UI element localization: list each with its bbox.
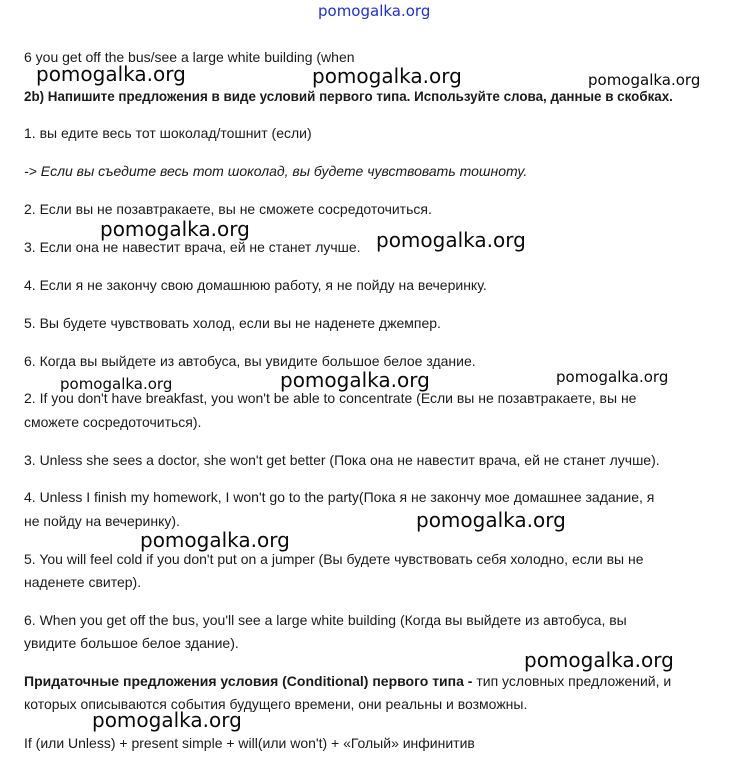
formula: If (или Unless) + present simple + will(или won't) + «Голый» инфинитив [24, 735, 475, 751]
en-answer-line: не пойду на вечеринку). [24, 513, 180, 529]
en-answer-line: 2. If you don't have breakfast, you won't be able to concentrate (Если вы не позавтракаете, вы не [24, 390, 637, 406]
ru-answer: 6. Когда вы выйдете из автобуса, вы увидите большое белое здание. [24, 353, 476, 369]
watermark: pomogalka.org [100, 217, 250, 241]
watermark: pomogalka.org [556, 368, 669, 386]
watermark: pomogalka.org [524, 648, 674, 672]
task-item-1: 1. вы едите весь тот шоколад/тошнит (если) [24, 125, 312, 141]
watermark: pomogalka.org [376, 228, 526, 252]
en-answer-line: наденете свитер). [24, 574, 142, 590]
watermark: pomogalka.org [280, 368, 430, 392]
watermark-top: pomogalka.org [318, 2, 431, 20]
en-answer-line: увидите большое белое здание). [24, 635, 239, 651]
example-answer: -> Если вы съедите весь тот шоколад, вы будете чувствовать тошноту. [24, 163, 528, 179]
theory-term: Придаточные предложения условия (Conditional) первого типа - [24, 673, 473, 689]
task-heading: 2b) Напишите предложения в виде условий первого типа. Используйте слова, данные в скобках. [24, 89, 673, 104]
watermark: pomogalka.org [92, 708, 242, 732]
watermark: pomogalka.org [416, 508, 566, 532]
theory-text: тип условных предложений, и [472, 673, 672, 689]
watermark: pomogalka.org [60, 375, 173, 393]
ru-answer: 5. Вы будете чувствовать холод, если вы не наденете джемпер. [24, 315, 441, 331]
en-answer-line: 3. Unless she sees a doctor, she won't get better (Пока она не навестит врача, ей не станет лучше). [24, 452, 660, 468]
watermark: pomogalka.org [588, 71, 701, 89]
theory-definition-cont: которых описываются события будущего времени, они реальны и возможны. [24, 696, 528, 712]
en-answer-line: 4. Unless I finish my homework, I won't go to the party(Пока я не закончу мое домашнее задание, я [24, 489, 655, 505]
ru-answer: 4. Если я не закончу свою домашнюю работу, я не пойду на вечеринку. [24, 277, 487, 293]
prev-item: 6 you get off the bus/see a large white building (when [24, 49, 355, 65]
watermark: pomogalka.org [140, 528, 290, 552]
ru-answer: 3. Если она не навестит врача, ей не станет лучше. [24, 239, 361, 255]
watermark: pomogalka.org [312, 64, 462, 88]
watermark: pomogalka.org [36, 62, 186, 86]
ru-answer: 2. Если вы не позавтракаете, вы не сможете сосредоточиться. [24, 201, 432, 217]
en-answer-line: сможете сосредоточиться). [24, 414, 202, 430]
theory-definition [24, 670, 671, 692]
en-answer-line: 6. When you get off the bus, you'll see a large white building (Когда вы выйдете из автобуса, вы [24, 612, 627, 628]
en-answer-line: 5. You will feel cold if you don't put on a jumper (Вы будете чувствовать себя холодно, если вы не [24, 551, 644, 567]
